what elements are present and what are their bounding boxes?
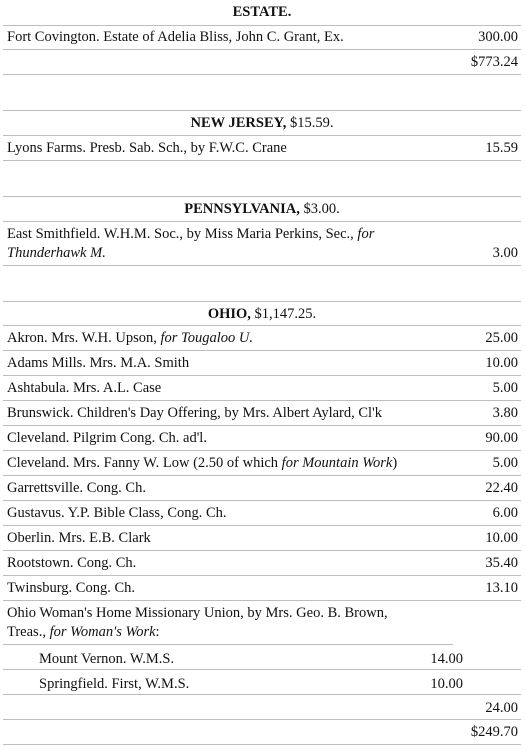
ledger-row: [3, 401, 521, 426]
row-amount: 6.00: [492, 505, 518, 521]
ledger-row: [3, 326, 521, 351]
row-description: Brunswick. Children's Day Offering, by Mrs. Albert Aylard, Cl'k: [7, 405, 382, 421]
section-total: $249.70: [470, 724, 518, 740]
section-heading-estate: [3, 0, 521, 26]
row-description: [7, 225, 467, 263]
heading-text: NEW JERSEY,: [190, 115, 287, 131]
sub-ledger-row: [3, 645, 521, 670]
desc-text: Akron. Mrs. W.H. Upson,: [7, 330, 157, 346]
ledger-row: [3, 476, 521, 501]
ledger-row: [3, 222, 521, 266]
ledger-row: [3, 376, 521, 401]
heading-amount: $3.00.: [303, 201, 340, 217]
row-description: Springfield. First, W.M.S.: [39, 676, 190, 692]
row-amount: 300.00: [478, 29, 518, 45]
row-amount: 13.10: [485, 580, 518, 596]
row-amount: 14.00: [430, 651, 463, 667]
desc-text: :: [155, 624, 160, 640]
sub-total: 24.00: [485, 700, 518, 716]
ledger-row: [3, 501, 521, 526]
section-total-row: [3, 50, 521, 75]
desc-italic: for Woman's Work: [49, 624, 156, 640]
row-description: [7, 604, 453, 642]
ledger-row: [3, 351, 521, 376]
ledger-row: [3, 551, 521, 576]
heading-text: ESTATE.: [232, 4, 292, 20]
row-description: Fort Covington. Estate of Adelia Bliss, John C. Grant, Ex.: [7, 29, 344, 45]
desc-text: East Smithfield. W.H.M. Soc., by Miss Maria Perkins, Sec.,: [7, 226, 354, 242]
row-amount: 5.00: [492, 455, 518, 471]
row-amount: 10.00: [430, 676, 463, 692]
row-amount: 5.00: [492, 380, 518, 396]
desc-text: ): [392, 455, 398, 471]
section-heading-new-jersey: [3, 110, 521, 136]
row-amount: 3.00: [492, 245, 518, 261]
row-description: Ashtabula. Mrs. A.L. Case: [7, 380, 162, 396]
ledger-row: [3, 26, 521, 50]
row-description: [7, 329, 447, 348]
heading-amount: $1,147.25.: [254, 306, 317, 322]
heading-text: OHIO,: [207, 306, 251, 322]
row-amount: 90.00: [485, 430, 518, 446]
row-amount: 10.00: [485, 355, 518, 371]
heading-text: PENNSYLVANIA,: [184, 201, 300, 217]
heading-amount: $15.59.: [290, 115, 334, 131]
row-amount: 35.40: [485, 555, 518, 571]
row-description: Mount Vernon. W.M.S.: [39, 651, 175, 667]
desc-text: Cleveland. Mrs. Fanny W. Low (2.50 of which: [7, 455, 279, 471]
ledger-row: [3, 426, 521, 451]
row-description: Cleveland. Pilgrim Cong. Ch. ad'l.: [7, 430, 207, 446]
section-heading-pennsylvania: [3, 196, 521, 222]
row-description: [7, 454, 477, 473]
row-description: Lyons Farms. Presb. Sab. Sch., by F.W.C. Crane: [7, 140, 287, 156]
desc-text: Ohio Woman's Home Missionary Union, by Mrs. Geo. B. Brown,: [7, 605, 388, 621]
row-description: Garrettsville. Cong. Ch.: [7, 480, 146, 496]
desc-italic: for Mountain Work: [281, 455, 393, 471]
desc-italic: for: [357, 226, 375, 242]
desc-italic: Thunderhawk M.: [7, 245, 106, 261]
sub-total-row: [3, 695, 521, 720]
ledger-row: [3, 576, 521, 601]
row-description: Twinsburg. Cong. Ch.: [7, 580, 136, 596]
sub-ledger-row: [3, 670, 521, 695]
row-amount: 3.80: [492, 405, 518, 421]
section-total-row: [3, 720, 521, 745]
ledger-row: [3, 526, 521, 551]
row-amount: 15.59: [485, 140, 518, 156]
row-description: Gustavus. Y.P. Bible Class, Cong. Ch.: [7, 505, 227, 521]
row-amount: 10.00: [485, 530, 518, 546]
row-amount: 25.00: [485, 330, 518, 346]
row-description: Adams Mills. Mrs. M.A. Smith: [7, 355, 190, 371]
section-heading-ohio: [3, 301, 521, 326]
desc-italic: for Tougaloo U.: [160, 330, 253, 346]
row-description: Rootstown. Cong. Ch.: [7, 555, 137, 571]
section-total: $773.24: [470, 54, 518, 70]
row-amount: 22.40: [485, 480, 518, 496]
row-description: Oberlin. Mrs. E.B. Clark: [7, 530, 151, 546]
union-row: [3, 601, 453, 645]
desc-text: Treas.,: [7, 624, 46, 640]
ledger-row: [3, 136, 521, 161]
ledger-row: [3, 451, 521, 476]
